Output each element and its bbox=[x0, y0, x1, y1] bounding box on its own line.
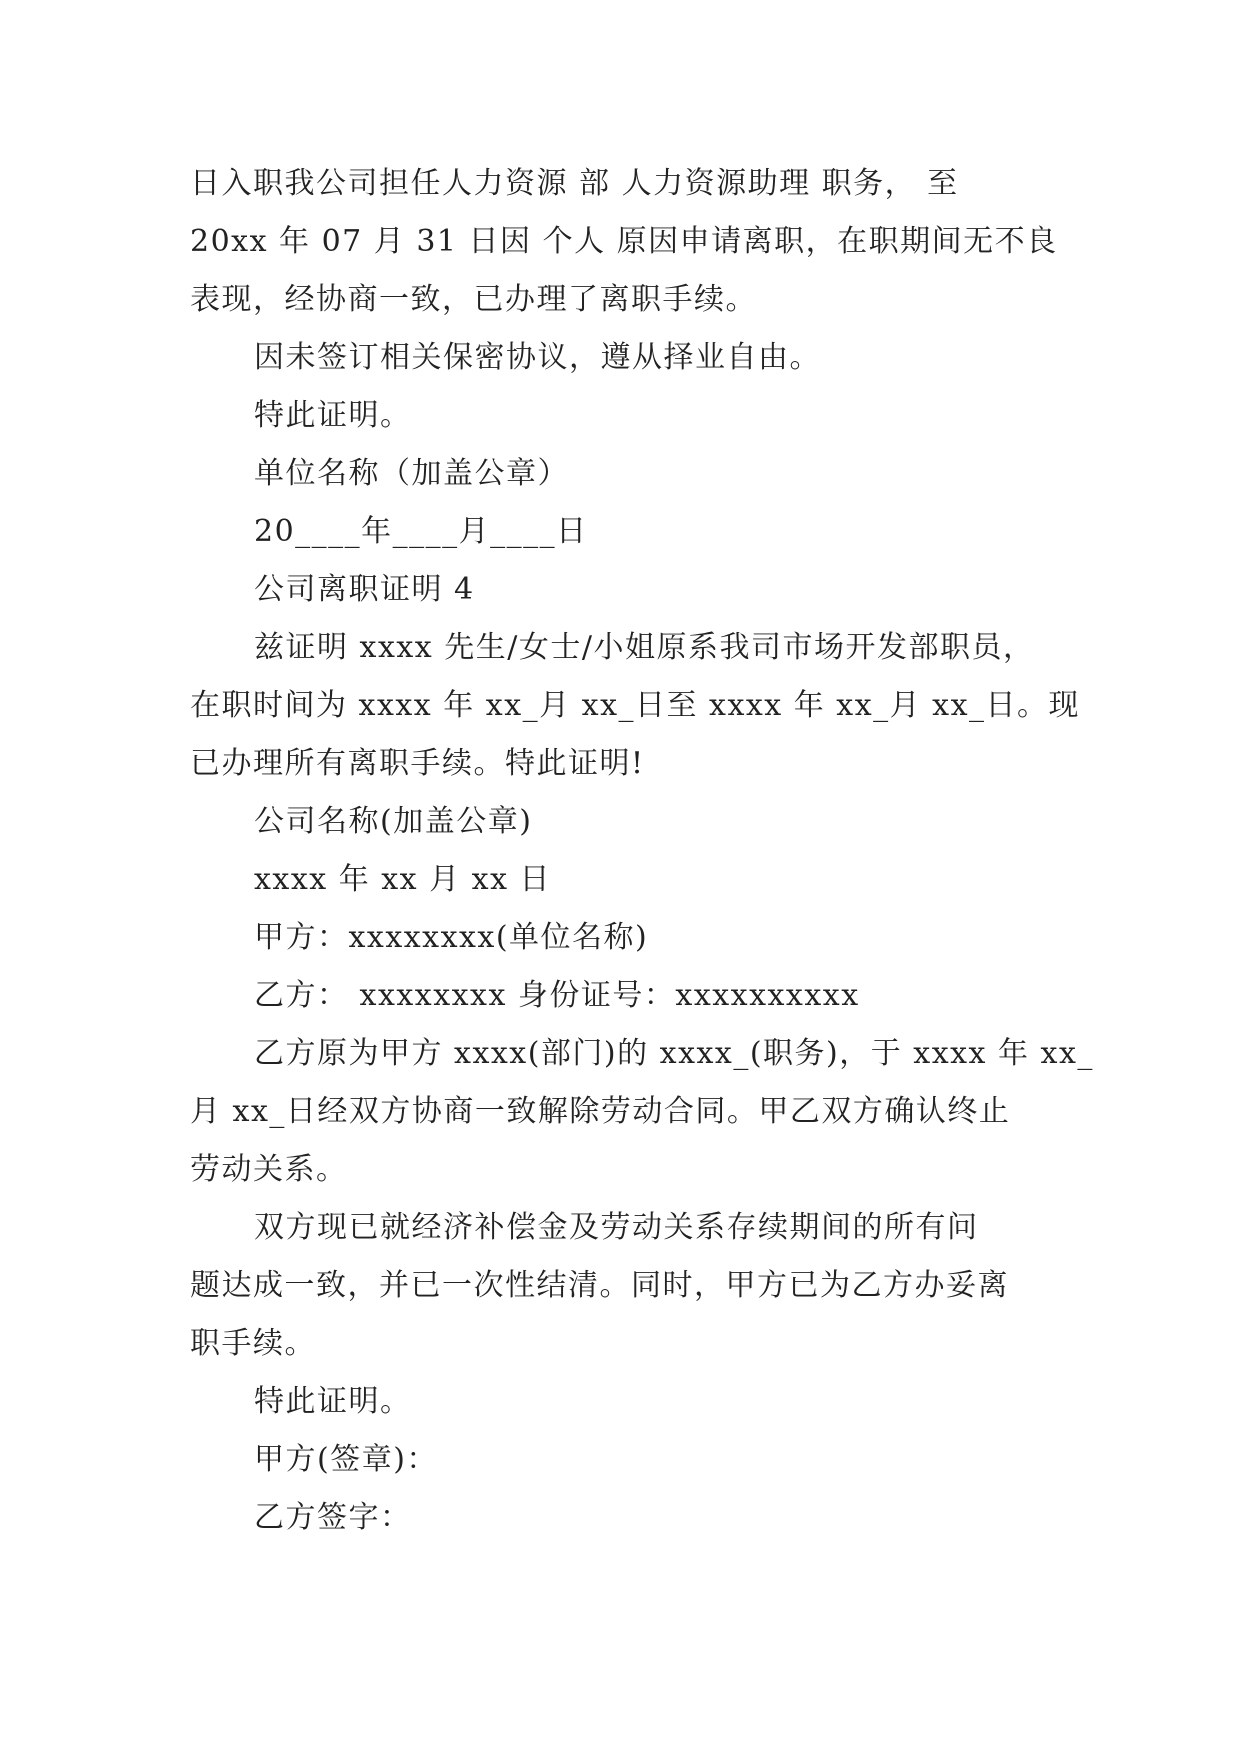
date-placeholder-line: xxxx 年 xx 月 xx 日 bbox=[254, 862, 552, 897]
paragraph-line: 表现，经协商一致，已办理了离职手续。 bbox=[190, 282, 757, 317]
paragraph-line: 职手续。 bbox=[190, 1326, 316, 1361]
paragraph-line: 公司名称(加盖公章) bbox=[254, 804, 533, 839]
signature-line-party-a: 甲方(签章)： bbox=[254, 1442, 438, 1477]
paragraph-line: 题达成一致，并已一次性结清。同时，甲方已为乙方办妥离 bbox=[190, 1268, 1009, 1303]
signature-line-party-b: 乙方签字： bbox=[254, 1500, 412, 1535]
paragraph-line: 在职时间为 xxxx 年 xx_月 xx_日至 xxxx 年 xx_月 xx_日。现 bbox=[190, 688, 1080, 723]
paragraph-line: 日入职我公司担任人力资源 部 人力资源助理 职务， 至 bbox=[190, 166, 959, 201]
paragraph-line: 双方现已就经济补偿金及劳动关系存续期间的所有问 bbox=[254, 1210, 979, 1245]
party-a-line: 甲方：xxxxxxxx(单位名称) bbox=[254, 920, 649, 955]
paragraph-line: 因未签订相关保密协议，遵从择业自由。 bbox=[254, 340, 821, 375]
section-title: 公司离职证明 4 bbox=[254, 572, 475, 607]
party-b-line: 乙方： xxxxxxxx 身份证号：xxxxxxxxxx bbox=[254, 978, 860, 1013]
paragraph-line: 单位名称（加盖公章） bbox=[254, 456, 569, 491]
paragraph-line: 乙方原为甲方 xxxx(部门)的 xxxx_(职务)，于 xxxx 年 xx_ bbox=[254, 1036, 1094, 1071]
paragraph-line: 劳动关系。 bbox=[190, 1152, 348, 1187]
document-body bbox=[190, 155, 1094, 1547]
paragraph-line: 20xx 年 07 月 31 日因 个人 原因申请离职，在职期间无不良 bbox=[190, 224, 1058, 259]
paragraph-line: 已办理所有离职手续。特此证明! bbox=[190, 746, 645, 781]
date-placeholder-line: 20____年____月____日 bbox=[254, 514, 588, 549]
paragraph-line: 兹证明 xxxx 先生/女士/小姐原系我司市场开发部职员， bbox=[254, 630, 1035, 665]
paragraph-line: 特此证明。 bbox=[254, 398, 412, 433]
paragraph-line: 特此证明。 bbox=[254, 1384, 412, 1419]
paragraph-line: 月 xx_日经双方协商一致解除劳动合同。甲乙双方确认终止 bbox=[190, 1094, 1011, 1129]
